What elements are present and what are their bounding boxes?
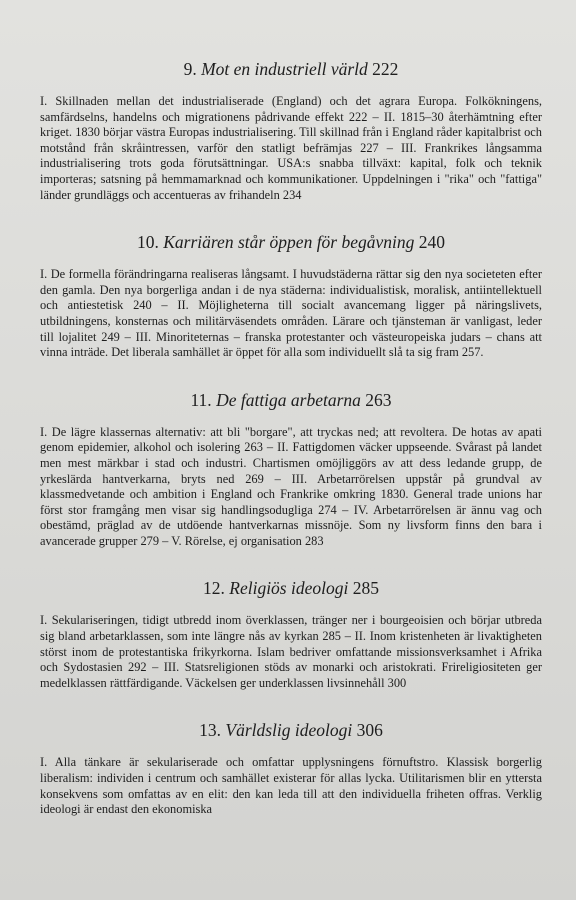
chapter-title: Mot en industriell värld [201, 59, 368, 79]
chapter-heading [40, 231, 542, 253]
chapter-number: 9. [183, 59, 197, 79]
chapter-heading [40, 577, 542, 599]
chapter-12 [40, 577, 542, 691]
chapter-heading [40, 389, 542, 411]
chapter-summary: I. Skillnaden mellan det industrialiserade (England) och det agrara Europa. Folkökningens, samfärdselns, handelns och migrationens pådrivande effekt 222 – II. 1815–30 återhämtning efter kriget. 1830 börjar västra Europas industrialisering. Till skillnad från i England råder kapitalbrist och motstånd från skråintressen, varför den statligt befrämjas 227 – III. Frankrikes långsamma industrialisering trots goda förutsättningar. USA:s snabba tillväxt: kapital, folk och teknik importeras; satsning på hemmamarknad och kommunikationer. Uppdelningen i "rika" och "fattiga" länder grundläggs och accentueras av frihandeln 234 [40, 94, 542, 202]
chapter-page: 240 [418, 232, 446, 253]
chapter-11 [40, 389, 542, 550]
chapter-page: 222 [372, 59, 399, 79]
chapter-heading [40, 58, 542, 80]
chapter-9 [40, 58, 542, 203]
chapter-title: Karriären står öppen för begåvning [163, 232, 415, 253]
chapter-number: 13. [199, 720, 221, 741]
chapter-title: De fattiga arbetarna [216, 389, 361, 410]
chapter-13 [40, 719, 542, 817]
chapter-10 [40, 231, 542, 361]
chapter-page: 306 [356, 720, 383, 741]
chapter-summary: I. Sekulariseringen, tidigt utbredd inom överklassen, tränger ner i bourgeoisien och börjar utbreda sig bland arbetarklassen, som inte längre nås av kyrkan 285 – II. Inom kristenheten är livaktigheten störst inom de protestantiska frikyrkorna. Islam bedriver omfattande missionsverksamhet i Afrika och Sydostasien 292 – III. Statsreligionen stöds av monarki och aristokrati. Frireligiositeten ger medelklassen rättfärdigande. Väckelsen ger underklassen livsinnehåll 300 [40, 613, 542, 690]
chapter-number: 12. [203, 578, 225, 599]
chapter-page: 263 [365, 389, 392, 410]
chapter-summary: I. De lägre klassernas alternativ: att bli "borgare", att tryckas ned; att revoltera. De hotas av apati genom epidemier, alkohol och isolering 263 – II. Fattigdomen väcker uppseende. Svårast på landet men mest märkbar i stad och industri. Chartismen omöjliggörs av att dess ledande grupp, de yrkeslärda hantverkarna, bryts ned 269 – III. Arbetarrörelsen uppstår på grundval av klassmedvetande och ambition i England och Frankrike omkring 1830. General trade unions har först stor framgång men visar sig handlingsodugliga 274 – IV. Arbetarrörelsen är ännu vag och obestämd, präglad av de utdöende hantverkarnas missnöje. Som ny livsform finns den bara i avancerade grupper 279 – V. Rörelse, ej organisation 283 [40, 424, 542, 548]
chapter-summary: I. De formella förändringarna realiseras långsamt. I huvudstäderna rättar sig den nya societeten efter den gamla. Den nya borgerliga andan i de nya städerna: individualistisk, moralisk, antiintellektuell och antiestetisk 240 – II. Möjligheterna till socialt avancemang ligger på näringslivets, utbildningens, konsternas och militärväsendets områden. Lärare och tjänsteman är vanligast, leder till lojalitet 249 – III. Minoriteternas – franska protestanter och västeuropeiska judars – chans att vinna inträde. Det liberala samhället är öppet för alla som individuellt slå ta sig fram 257. [40, 267, 542, 360]
chapter-number: 11. [190, 389, 212, 410]
chapter-page: 285 [352, 578, 379, 599]
chapter-title: Världslig ideologi [225, 720, 353, 741]
chapter-title: Religiös ideologi [229, 578, 349, 599]
chapter-summary: I. Alla tänkare är sekulariserade och omfattar upplysningens förnuftstro. Klassisk borgerlig liberalism: individen i centrum och samhället existerar för allas lycka. Utilitarismen blir en yttersta konsekvens som omfattas av en elit: den kan leda till att den individuella friheten offras. Verklig ideologi är endast den ekonomiska [40, 755, 542, 817]
chapter-number: 10. [136, 232, 159, 253]
chapter-list [40, 58, 542, 846]
chapter-heading [40, 719, 542, 741]
